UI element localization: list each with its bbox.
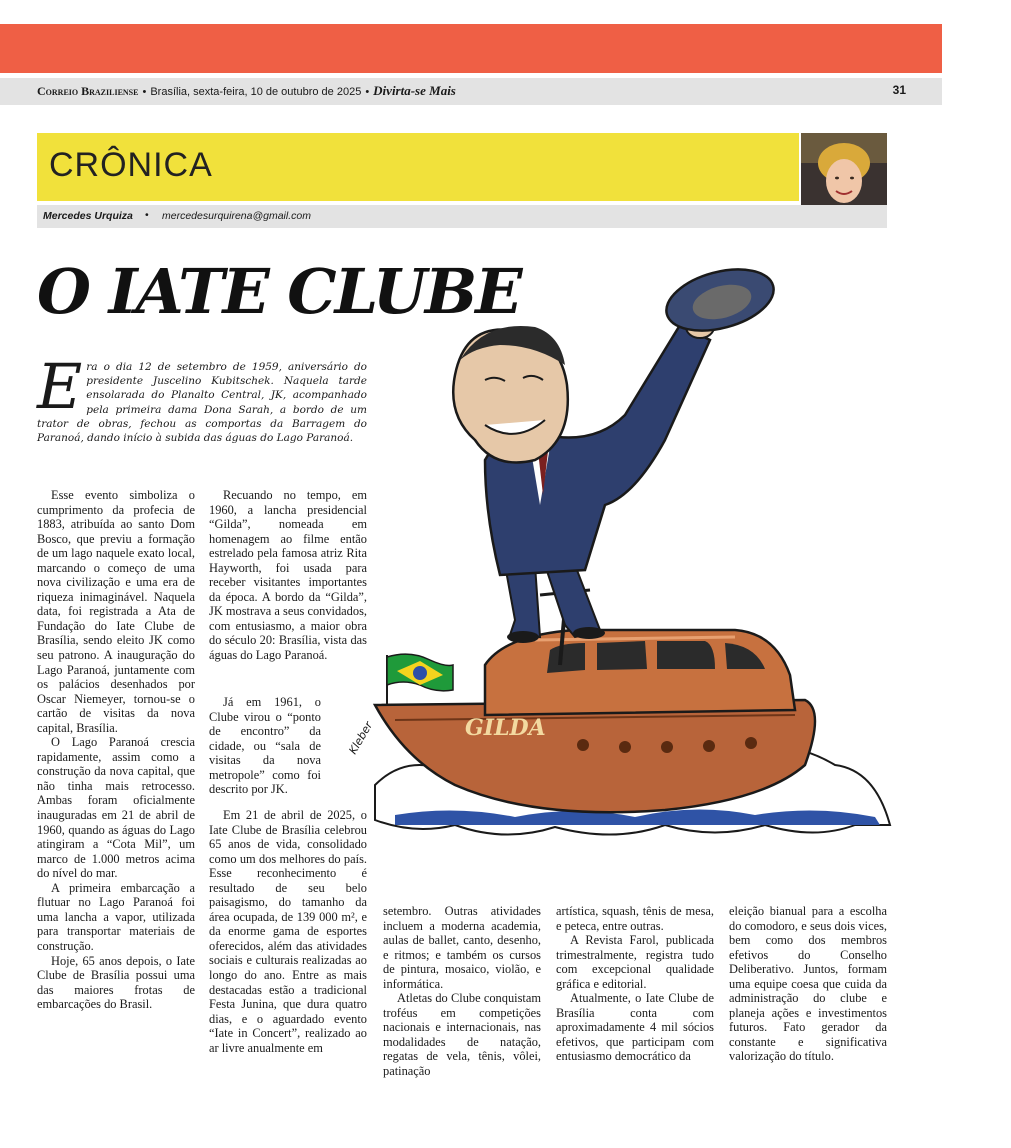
lead-paragraph bbox=[37, 350, 367, 445]
masthead-left bbox=[37, 83, 456, 99]
column-label-box bbox=[37, 133, 799, 201]
top-color-band bbox=[0, 24, 942, 73]
paragraph: Esse evento simboliza o cumprimento da profecia de 1883, atribuída ao santo Dom Bosco, que previu a formação de um lago naquele exato local, marcando o começo de uma nova civilização e uma era de riqueza inimaginável. Naquela data, foi registrada a Ata de Fundação do Iate Clube de Brasília, sendo eleito JK como seu patrono. A inauguração do Lago Paranoá, juntamente com os palácios desenhados por Oscar Niemeyer, tornou-se o cartão de visitas da nova capital, Brasília. bbox=[37, 488, 195, 735]
article-column-5 bbox=[729, 904, 887, 1064]
paragraph: A Revista Farol, publicada trimestralmente, registra tudo com excepcional qualidade gráfica e editorial. bbox=[556, 933, 714, 991]
article-column-2c bbox=[209, 808, 367, 1055]
drop-cap: E bbox=[37, 350, 83, 423]
bullet: • bbox=[142, 86, 147, 98]
artist-signature: Kleber bbox=[346, 719, 376, 757]
paragraph: O Lago Paranoá crescia rapidamente, assim como a construção da nova capital, que não tinha mais retrocesso. Ambas foram oficialmente inauguradas em 21 de abril de 1960, quando as águas do Lago atingiram a “Cota Mil”, um marco de 1.000 metros acima do nível do mar. bbox=[37, 735, 195, 881]
lead-text: ra o dia 12 de setembro de 1959, aniversário do presidente Juscelino Kubitschek. Naquela tarde ensolarada do Planalto Central, JK, acompanhado pela primeira dama Dona Sarah, a bordo de um trator de obras, fechou as comportas da Barragem do Paranoá, dando início à subida das águas do Lago Paranoá. bbox=[37, 361, 367, 445]
paragraph: Atletas do Clube conquistam troféus em competições nacionais e internacionais, nas modalidades de natação, regatas de vela, tênis, vôlei, patinação bbox=[383, 991, 541, 1079]
dateline: Brasília, sexta-feira, 10 de outubro de 2025 bbox=[150, 86, 362, 98]
page-number: 31 bbox=[892, 83, 906, 97]
paragraph: A primeira embarcação a flutuar no Lago Paranoá foi uma lancha a vapor, utilizada para transportar materiais de construção. bbox=[37, 880, 195, 953]
bullet: • bbox=[365, 86, 370, 98]
article-column-4 bbox=[556, 904, 714, 1064]
article-column-1 bbox=[37, 488, 195, 1012]
article-column-2a bbox=[209, 488, 367, 663]
paragraph: Recuando no tempo, em 1960, a lancha presidencial “Gilda”, nomeada em homenagem ao filme então estrelado pela famosa atriz Rita Hayworth, foi usada para receber visitantes importantes da época. A bordo da “Gilda”, JK mostrava a seus convidados, com entusiasmo, a maior obra do século 20: Brasília, vista das águas do Lago Paranoá. bbox=[209, 488, 367, 663]
caricature-illustration bbox=[335, 265, 895, 845]
article-column-3 bbox=[383, 904, 541, 1079]
author-name: Mercedes Urquiza bbox=[43, 210, 133, 222]
paragraph: Hoje, 65 anos depois, o Iate Clube de Brasília possui uma das maiores frotas de embarcações do Brasil. bbox=[37, 953, 195, 1012]
paragraph: artística, squash, tênis de mesa, e peteca, entre outras. bbox=[556, 904, 714, 933]
boat-name: GILDA bbox=[465, 715, 546, 741]
author-email[interactable]: mercedesurquirena@gmail.com bbox=[162, 210, 311, 222]
figure-legs bbox=[505, 565, 540, 637]
paragraph: setembro. Outras atividades incluem a moderna academia, aulas de ballet, canto, desenho, e ritmos; e também os cursos de pintura, mosaico, violão, e informática. bbox=[383, 904, 541, 991]
headline: O IATE CLUBE bbox=[37, 255, 521, 328]
masthead-bar bbox=[0, 78, 942, 105]
article-column-2b bbox=[209, 695, 321, 797]
paragraph: Em 21 de abril de 2025, o Iate Clube de Brasília celebrou 65 anos de vida, consolidado como um dos melhores do país. Esse reconhecimento é resultado de seu belo paisagismo, do tamanho da área ocupada, de 139 000 m², e da enorme gama de esportes oferecidos, além das atividades sociais e culturais realizadas ao longo do ano. Entre as mais destacadas estão a tradicional Festa Junina, que dura quatro dias, e o aguardado evento “Iate in Concert”, realizado ao ar livre anualmente em bbox=[209, 808, 367, 1055]
paragraph: Atualmente, o Iate Clube de Brasília conta com aproximadamente 4 mil sócios efetivos, que participam com entusiasmo democrático da bbox=[556, 991, 714, 1064]
newspaper-name: Correio Braziliense bbox=[37, 84, 139, 98]
section-name: Divirta-se Mais bbox=[373, 83, 456, 98]
author-bar bbox=[37, 205, 887, 228]
paragraph: eleição bianual para a escolha do comodoro, e seus dois vices, bem como dos membros efetivos do Conselho Deliberativo. Juntos, formam uma equipe coesa que cuida da administração do clube e planeja ações e investimentos futuros. Fato gerador da constante e significativa valorização do título. bbox=[729, 904, 887, 1064]
author-separator: • bbox=[145, 209, 149, 221]
paragraph: Já em 1961, o Clube virou o “ponto de encontro” da cidade, ou “sala de visitas da nova metropole” como foi descrito por JK. bbox=[209, 695, 321, 797]
column-label: CRÔNICA bbox=[49, 146, 213, 184]
